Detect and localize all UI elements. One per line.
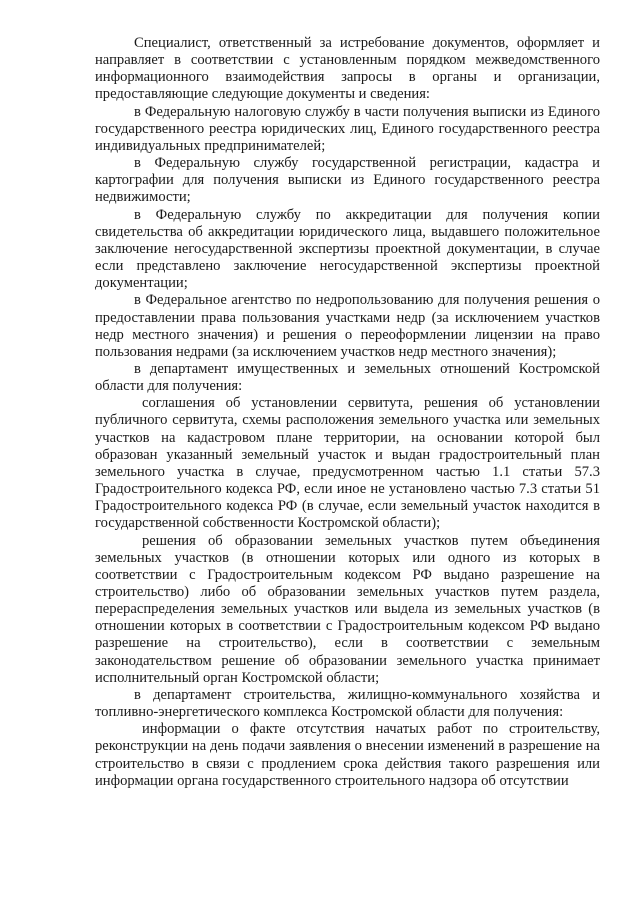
paragraph-registration-service: в Федеральную службу государственной регистрации, кадастра и картографии для получения выписки из Единого государственного реестра недвижимости; <box>95 155 600 206</box>
paragraph-accreditation-service: в Федеральную службу по аккредитации для получения копии свидетельства об аккредитации юридического лица, выдавшего положительное заключение негосударственной экспертизы проектной документации, в случае если представлено заключение негосударственной экспертизы проектной документации; <box>95 206 600 292</box>
paragraph-intro: Специалист, ответственный за истребование документов, оформляет и направляет в соответствии с установленным порядком межведомственного информационного взаимодействия запросы в органы и организации, предоставляющие следующие документы и сведения: <box>95 35 600 103</box>
paragraph-construction-department: в департамент строительства, жилищно-коммунального хозяйства и топливно-энергетического комплекса Костромской области для получения: <box>95 686 600 721</box>
paragraph-land-plot-decision: решения об образовании земельных участков путем объединения земельных участков (в отношении которых или одного из которых в соответствии с Градостроительным кодексом РФ выдано разрешение на строительство) либо об образовании земельных участков путем раздела, перераспределения земельных участков или выдела из земельных участков (в отношении которых в соответствии с Градостроительным кодексом РФ выдано разрешение на строительство), если в соответствии с земельным законодательством решение об образовании земельного участка принимает исполнительный орган Костромской области; <box>95 532 600 686</box>
paragraph-construction-info: информации о факте отсутствия начатых работ по строительству, реконструкции на день подачи заявления о внесении изменений в разрешение на строительство в связи с продлением срока действия такого разрешения или информации органа государственного строительного надзора об отсутствии <box>95 721 600 789</box>
paragraph-property-department: в департамент имущественных и земельных отношений Костромской области для получения: <box>95 360 600 395</box>
paragraph-subsoil-agency: в Федеральное агентство по недропользованию для получения решения о предоставлении права пользования участками недр (за исключением участков недр местного значения) и решения о переоформлении лицензии на право пользования недрами (за исключением участков недр местного значения); <box>95 292 600 360</box>
document-body <box>95 35 600 790</box>
paragraph-servitude-agreement: соглашения об установлении сервитута, решения об установлении публичного сервитута, схемы расположения земельного участка или земельных участков на кадастровом плане территории, на основании которой был образован указанный земельный участок и выдан градостроительный план земельного участка в случае, предусмотренном частью 1.1 статьи 57.3 Градостроительного кодекса РФ, если иное не установлено частью 7.3 статьи 51 Градостроительного кодекса РФ (в случае, если земельный участок находится в государственной собственности Костромской области); <box>95 395 600 532</box>
paragraph-tax-service: в Федеральную налоговую службу в части получения выписки из Единого государственного реестра юридических лиц, Единого государственного реестра индивидуальных предпринимателей; <box>95 103 600 154</box>
